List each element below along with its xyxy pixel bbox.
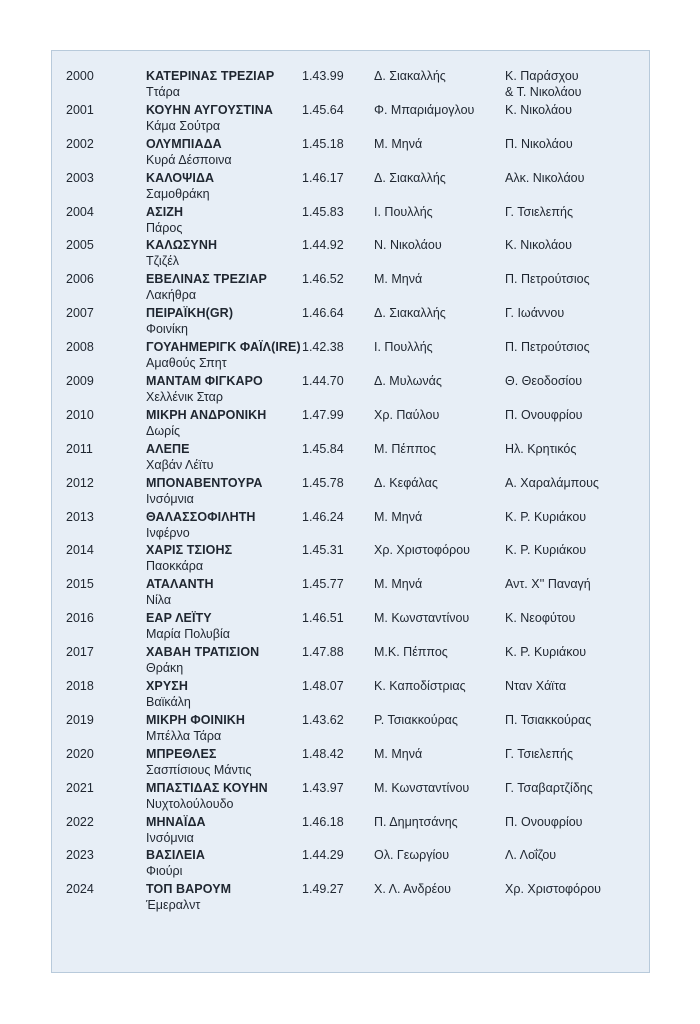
dam-name: Σαμοθράκη [146, 186, 210, 201]
year-cell: 2015 [66, 577, 94, 592]
race-time: 1.43.62 [302, 712, 344, 727]
table-row [52, 305, 649, 339]
dam-name: Μπέλλα Τάρα [146, 728, 222, 743]
dam-name: Νυχτολούλουδο [146, 796, 234, 811]
horse-name: ΑΛΕΠΕ [146, 441, 190, 456]
horse-name: ΕΑΡ ΛΕΪΤΥ [146, 611, 212, 626]
jockey-name: Μ.Κ. Πέππος [374, 645, 448, 660]
trainer-name: Κ. Ρ. Κυριάκου [505, 543, 587, 558]
race-time: 1.48.07 [302, 679, 344, 694]
trainer-name: Π. Τσιακκούρας [505, 712, 592, 727]
race-time: 1.46.24 [302, 509, 344, 524]
jockey-name: Μ. Μηνά [374, 577, 423, 592]
jockey-name: Μ. Πέππος [374, 441, 437, 456]
results-list [52, 68, 649, 915]
race-time: 1.46.51 [302, 611, 344, 626]
trainer-name: Γ. Ιωάννου [505, 306, 565, 321]
table-row [52, 542, 649, 576]
year-cell: 2010 [66, 407, 94, 422]
table-row [52, 407, 649, 441]
race-time: 1.44.29 [302, 848, 344, 863]
race-time: 1.46.17 [302, 170, 344, 185]
race-time: 1.45.18 [302, 136, 344, 151]
horse-name: ΑΣΙΖΗ [146, 204, 184, 219]
race-time: 1.45.78 [302, 475, 344, 490]
year-cell: 2002 [66, 136, 94, 151]
jockey-name: Ρ. Τσιακκούρας [374, 712, 458, 727]
trainer-name: Γ. Τσιελεπής [505, 204, 573, 219]
table-row [52, 170, 649, 204]
horse-name: ΚΑΤΕΡΙΝΑΣ ΤΡΕΖΙΑΡ [146, 69, 275, 83]
dam-name: Ττάρα [146, 85, 180, 99]
year-cell: 2011 [66, 441, 93, 456]
year-cell: 2023 [66, 848, 94, 863]
dam-name: Αμαθούς Σπητ [146, 356, 227, 371]
year-cell: 2018 [66, 679, 94, 694]
table-row [52, 271, 649, 305]
table-row [52, 610, 649, 644]
jockey-name: Ν. Νικολάου [374, 238, 442, 253]
horse-name: ΜΠΑΣΤΙΔΑΣ ΚΟΥΗΝ [146, 780, 268, 795]
jockey-name: Μ. Κωνσταντίνου [374, 611, 470, 626]
table-row [52, 712, 649, 746]
table-row [52, 373, 649, 407]
year-cell: 2020 [66, 746, 94, 761]
dam-name: Κυρά Δέσποινα [146, 152, 232, 167]
horse-name: ΟΛΥΜΠΙΑΔΑ [146, 136, 222, 151]
year-cell: 2014 [66, 543, 94, 558]
year-cell: 2005 [66, 238, 94, 253]
race-time: 1.45.31 [302, 543, 344, 558]
horse-name: ΜΠΡΕΘΛΕΣ [146, 746, 217, 761]
trainer-name-secondary: & Τ. Νικολάου [505, 85, 582, 99]
trainer-name: Π. Ονουφρίου [505, 814, 583, 829]
horse-name: ΑΤΑΛΑΝΤΗ [146, 577, 214, 592]
jockey-name: Μ. Μηνά [374, 136, 423, 151]
table-row [52, 576, 649, 610]
jockey-name: Μ. Μηνά [374, 272, 423, 287]
race-time: 1.43.97 [302, 780, 344, 795]
trainer-name: Νταν Χάϊτα [505, 679, 567, 694]
dam-name: Ινσόμνια [146, 830, 194, 845]
horse-name: ΤΟΠ ΒΑΡΟΥΜ [146, 882, 232, 897]
trainer-name: Γ. Τσαβαρτζίδης [505, 780, 593, 795]
trainer-name: Αλκ. Νικολάου [505, 170, 585, 185]
horse-name: ΓΟΥΑΗΜΕΡΙΓΚ ΦΑΪΛ(IRE) [146, 340, 301, 355]
race-time: 1.48.42 [302, 746, 344, 761]
jockey-name: Δ. Κεφάλας [374, 475, 438, 490]
year-cell: 2016 [66, 611, 94, 626]
year-cell: 2019 [66, 712, 94, 727]
horse-name: ΒΑΣΙΛΕΙΑ [146, 848, 206, 863]
jockey-name: Χρ. Παύλου [374, 407, 440, 422]
trainer-name: Γ. Τσιελεπής [505, 746, 573, 761]
trainer-name: Α. Χαραλάμπους [505, 475, 599, 490]
trainer-name: Χρ. Χριστοφόρου [505, 882, 602, 897]
table-row [52, 475, 649, 509]
race-time: 1.45.83 [302, 204, 344, 219]
jockey-name: Ολ. Γεωργίου [374, 848, 450, 863]
dam-name: Νίλα [146, 593, 172, 608]
jockey-name: Χρ. Χριστοφόρου [374, 543, 471, 558]
jockey-name: Δ. Σιακαλλής [374, 69, 446, 83]
jockey-name: Ι. Πουλλής [374, 204, 433, 219]
jockey-name: Δ. Σιακαλλής [374, 170, 446, 185]
jockey-name: Μ. Κωνσταντίνου [374, 780, 470, 795]
race-time: 1.45.77 [302, 577, 344, 592]
year-cell: 2021 [66, 780, 94, 795]
trainer-name: Κ. Νικολάου [505, 102, 572, 117]
jockey-name: Ι. Πουλλής [374, 340, 433, 355]
race-time: 1.47.88 [302, 645, 344, 660]
dam-name: Χελλένικ Σταρ [146, 390, 223, 405]
dam-name: Μαρία Πολυβία [146, 627, 230, 642]
dam-name: Κάμα Σούτρα [146, 118, 221, 133]
table-row [52, 814, 649, 848]
horse-name: ΧΡΥΣΗ [146, 679, 189, 694]
table-row [52, 881, 649, 915]
horse-name: ΜΗΝΑΪΔΑ [146, 814, 206, 829]
dam-name: Λακήθρα [146, 288, 197, 303]
dam-name: Ινσόμνια [146, 491, 194, 506]
jockey-name: Μ. Μηνά [374, 746, 423, 761]
trainer-name: Π. Νικολάου [505, 136, 573, 151]
table-row [52, 678, 649, 712]
year-cell: 2022 [66, 814, 94, 829]
dam-name: Έμεραλντ [146, 898, 201, 913]
jockey-name: Χ. Λ. Ανδρέου [374, 882, 451, 897]
race-time: 1.49.27 [302, 882, 344, 897]
race-time: 1.42.38 [302, 340, 344, 355]
dam-name: Φιούρι [146, 864, 183, 879]
year-cell: 2004 [66, 204, 94, 219]
year-cell: 2017 [66, 645, 94, 660]
horse-name: ΧΑΡΙΣ ΤΣΙΟΗΣ [146, 543, 233, 558]
year-cell: 2009 [66, 374, 94, 389]
trainer-name: Αντ. Χ'' Παναγή [505, 577, 591, 592]
dam-name: Ινφέρνο [146, 525, 190, 540]
race-time: 1.45.64 [302, 102, 344, 117]
year-cell: 2006 [66, 272, 94, 287]
table-row [52, 68, 649, 102]
table-row [52, 644, 649, 678]
horse-name: ΘΑΛΑΣΣΟΦΙΛΗΤΗ [146, 509, 256, 524]
dam-name: Θράκη [146, 661, 184, 676]
race-time: 1.44.92 [302, 238, 344, 253]
trainer-name: Κ. Νικολάου [505, 238, 572, 253]
race-time: 1.44.70 [302, 374, 344, 389]
trainer-name: Κ. Νεοφύτου [505, 611, 576, 626]
dam-name: Φοινίκη [146, 322, 188, 337]
dam-name: Πάρος [146, 220, 183, 235]
trainer-name: Λ. Λοΐζου [505, 848, 557, 863]
dam-name: Βαϊκάλη [146, 695, 191, 710]
horse-name: ΜΙΚΡΗ ΑΝΔΡΟΝΙΚΗ [146, 407, 267, 422]
year-cell: 2003 [66, 170, 94, 185]
dam-name: Τζιζέλ [146, 254, 180, 269]
table-row [52, 746, 649, 780]
horse-name: ΜΠΟΝΑΒΕΝΤΟΥΡΑ [146, 475, 263, 490]
jockey-name: Μ. Μηνά [374, 509, 423, 524]
trainer-name: Π. Πετρούτσιος [505, 272, 590, 287]
horse-name: ΚΟΥΗΝ ΑΥΓΟΥΣΤΙΝΑ [146, 102, 273, 117]
results-panel [51, 50, 650, 973]
dam-name: Παοκκάρα [146, 559, 204, 574]
trainer-name: Π. Πετρούτσιος [505, 340, 590, 355]
dam-name: Δωρίς [146, 423, 181, 438]
race-time: 1.43.99 [302, 69, 344, 83]
horse-name: ΧΑΒΑΗ ΤΡΑΤΙΣΙΟΝ [146, 645, 260, 660]
race-time: 1.46.18 [302, 814, 344, 829]
jockey-name: Δ. Μυλωνάς [374, 374, 442, 389]
race-time: 1.46.64 [302, 306, 344, 321]
race-time: 1.46.52 [302, 272, 344, 287]
trainer-name: Κ. Ρ. Κυριάκου [505, 645, 587, 660]
year-cell: 2008 [66, 340, 94, 355]
horse-name: ΚΑΛΩΣΥΝΗ [146, 238, 218, 253]
horse-name: ΜΑΝΤΑΜ ΦΙΓΚΑΡΟ [146, 374, 263, 389]
trainer-name: Κ. Ρ. Κυριάκου [505, 509, 587, 524]
jockey-name: Φ. Μπαριάμογλου [374, 102, 475, 117]
horse-name: ΜΙΚΡΗ ΦΟΙΝΙΚΗ [146, 712, 246, 727]
year-cell: 2013 [66, 509, 94, 524]
race-time: 1.47.99 [302, 407, 344, 422]
year-cell: 2012 [66, 475, 94, 490]
table-row [52, 136, 649, 170]
horse-name: ΚΑΛΟΨΙΔΑ [146, 170, 215, 185]
table-row [52, 237, 649, 271]
horse-name: ΕΒΕΛΙΝΑΣ ΤΡΕΖΙΑΡ [146, 272, 267, 287]
jockey-name: Π. Δημητσάνης [374, 814, 458, 829]
jockey-name: Δ. Σιακαλλής [374, 306, 446, 321]
trainer-name: Π. Ονουφρίου [505, 407, 583, 422]
table-row [52, 102, 649, 136]
dam-name: Χαβάν Λέϊτυ [146, 457, 214, 472]
dam-name: Σασπίσιους Μάντις [146, 762, 252, 777]
year-cell: 2007 [66, 306, 94, 321]
table-row [52, 509, 649, 543]
trainer-name: Ηλ. Κρητικός [505, 441, 577, 456]
table-row [52, 441, 649, 475]
trainer-name: Κ. Παράσχου [505, 69, 579, 83]
race-time: 1.45.84 [302, 441, 344, 456]
trainer-name: Θ. Θεοδοσίου [505, 374, 583, 389]
year-cell: 2001 [66, 102, 94, 117]
table-row [52, 339, 649, 373]
jockey-name: Κ. Καποδίστριας [374, 679, 466, 694]
table-row [52, 204, 649, 238]
year-cell: 2000 [66, 69, 94, 83]
table-row [52, 780, 649, 814]
horse-name: ΠΕΙΡΑΪΚΗ(GR) [146, 306, 234, 321]
year-cell: 2024 [66, 882, 94, 897]
table-row [52, 847, 649, 881]
